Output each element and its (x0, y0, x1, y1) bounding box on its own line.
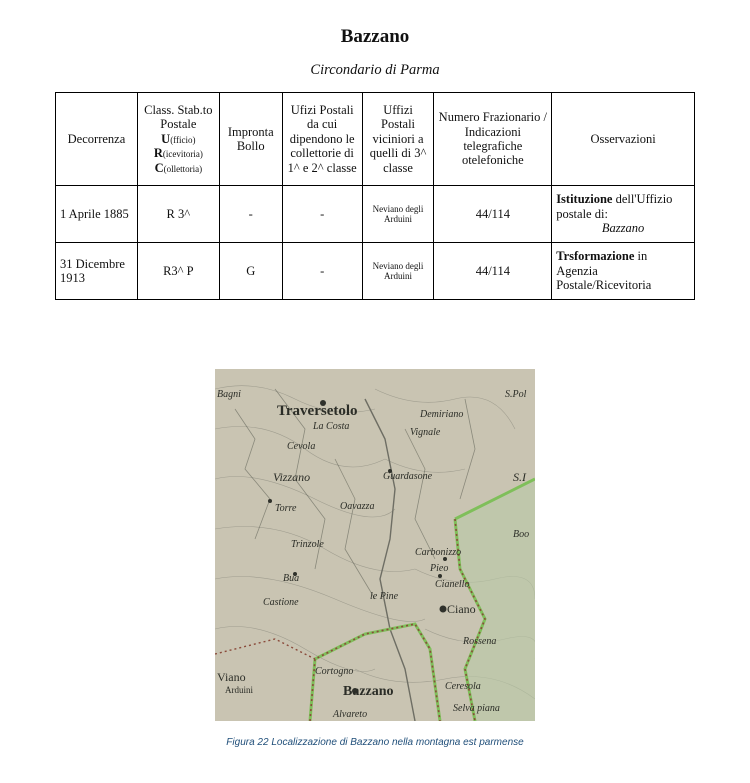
osservazioni-italic: Bazzano (601, 221, 645, 236)
map-label: Trinzole (291, 539, 324, 550)
cell-impronta: - (219, 186, 282, 243)
cell-numero: 44/114 (434, 186, 552, 243)
map-label: Oavazza (340, 501, 375, 512)
post-office-table (55, 92, 695, 300)
table-row (56, 186, 695, 243)
map-label: Guardasone (383, 471, 433, 482)
cell-decorrenza: 31 Dicembre 1913 (56, 243, 138, 300)
header-classe-c (142, 161, 215, 175)
header-classe-u-letter: U (161, 131, 171, 146)
osservazioni-bold: Istituzione (556, 192, 613, 207)
osservazioni-text: in Agenzia Postale/Ricevitoria (556, 249, 652, 293)
cell-numero: 44/114 (434, 243, 552, 300)
header-decorrenza: Decorrenza (56, 93, 138, 186)
map-label: Pieo (430, 563, 449, 574)
map-label: Torre (275, 503, 297, 514)
map-label: Vizzano (273, 470, 311, 484)
map-label: Carbonizzo (415, 547, 462, 558)
map-label: Boo (513, 529, 530, 540)
map-label: Ceresola (445, 681, 481, 692)
map-label: S.Pol (505, 389, 527, 400)
map-label: Selva piana (453, 703, 500, 714)
header-classe-u-rest: (fficio) (170, 134, 196, 145)
header-classe-line: Class. Stab.to (144, 103, 213, 118)
osservazioni-bold: Trsformazione (556, 249, 635, 264)
cell-osservazioni (552, 186, 695, 243)
table-header-row (56, 93, 695, 186)
map-label: S.I (513, 470, 526, 484)
map-label: Demiriano (420, 409, 464, 420)
page-title: Bazzano (340, 26, 410, 47)
header-impronta: Impronta Bollo (219, 93, 282, 186)
header-classe-u (142, 132, 215, 146)
header-classe-c-letter: C (154, 160, 164, 175)
cell-classe: R 3^ (137, 186, 219, 243)
map-label: Bazzano (343, 684, 394, 699)
map-label: Bagni (217, 389, 241, 400)
map-label: Cianello (435, 579, 470, 590)
header-classe-c-rest: (ollettoria) (163, 163, 203, 174)
osservazioni-text: dell'Uffizio postale di: (556, 192, 673, 221)
map-svg (215, 369, 535, 721)
header-numero: Numero Frazionario / Indicazioni telegrafiche otelefoniche (434, 93, 552, 186)
map-label: Cevola (287, 441, 316, 452)
page-subtitle: Circondario di Parma (310, 62, 440, 78)
map-label: Rossena (463, 636, 497, 647)
map-label: La Costa (313, 421, 350, 432)
map-label: Vignale (410, 427, 441, 438)
map-label: le Pine (370, 591, 399, 602)
cell-osservazioni (552, 243, 695, 300)
figure-caption: Figura 22 Localizzazione di Bazzano nella montagna est parmense (226, 737, 524, 748)
map-label: Castione (263, 597, 299, 608)
map-label: Arduini (225, 685, 253, 695)
cell-classe: R3^ P (137, 243, 219, 300)
header-classe-line: Postale (160, 117, 197, 132)
map-label: Traversetolo (277, 403, 358, 419)
cell-viciniori: Neviano degli Arduini (362, 243, 434, 300)
header-osservazioni: Osservazioni (552, 93, 695, 186)
map-label: Cortogno (315, 666, 354, 677)
map-label: Bua (283, 573, 300, 584)
header-classe-r-letter: R (153, 146, 163, 161)
cell-viciniori: Neviano degli Arduini (362, 186, 434, 243)
map-label: Alvareto (333, 709, 368, 720)
cell-uffizi: - (282, 186, 362, 243)
header-viciniori: Uffizi Postali viciniori a quelli di 3^ classe (362, 93, 434, 186)
map-label: Ciano (447, 602, 476, 616)
map-label: Viano (217, 670, 246, 684)
header-classe (137, 93, 219, 186)
cell-uffizi: - (282, 243, 362, 300)
table-row (56, 243, 695, 300)
historical-map (215, 369, 535, 721)
header-uffizi: Ufizi Postali da cui dipendono le collettorie di 1^ e 2^ classe (282, 93, 362, 186)
cell-impronta: G (219, 243, 282, 300)
header-classe-r (142, 146, 215, 160)
header-classe-r-rest: (icevitoria) (162, 149, 203, 160)
cell-decorrenza: 1 Aprile 1885 (56, 186, 138, 243)
